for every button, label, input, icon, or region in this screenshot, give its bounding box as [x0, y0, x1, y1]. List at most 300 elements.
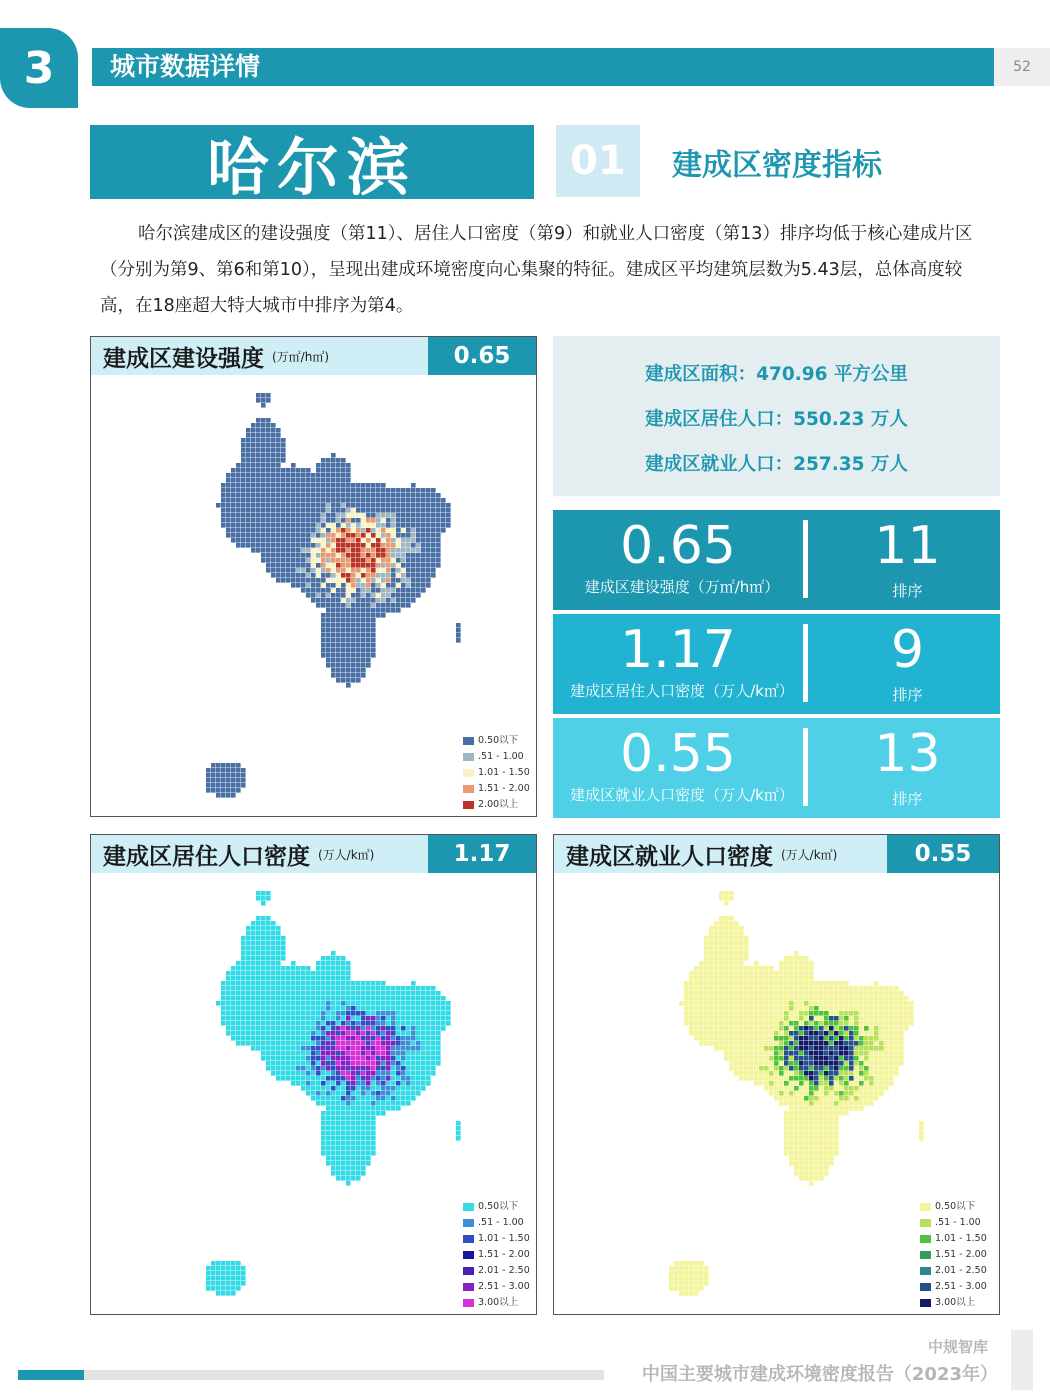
- map-cell: [366, 1141, 371, 1146]
- map-cell: [241, 981, 246, 986]
- map-cell: [744, 951, 749, 956]
- map-cell: [431, 488, 436, 493]
- map-cell: [271, 463, 276, 468]
- map-cell: [281, 563, 286, 568]
- map-cell: [211, 783, 216, 788]
- map-cell: [819, 1076, 824, 1081]
- map-cell: [839, 1036, 844, 1041]
- map-cell: [829, 1016, 834, 1021]
- map-cell: [739, 986, 744, 991]
- map-cell: [381, 981, 386, 986]
- legend-label: 2.00以上: [478, 799, 519, 810]
- map-cell: [346, 548, 351, 553]
- map-cell: [426, 1056, 431, 1061]
- map-cell: [814, 1091, 819, 1096]
- map-cell: [241, 468, 246, 473]
- map-cell: [251, 508, 256, 513]
- map-cell: [341, 543, 346, 548]
- map-cell: [799, 1051, 804, 1056]
- map-cell: [804, 1086, 809, 1091]
- map-cell: [411, 563, 416, 568]
- map-cell: [366, 493, 371, 498]
- map-cell: [311, 548, 316, 553]
- map-cell: [281, 493, 286, 498]
- map-cell: [804, 1146, 809, 1151]
- map-cell: [341, 976, 346, 981]
- map-cell: [331, 493, 336, 498]
- map-cell: [226, 493, 231, 498]
- map-cell: [246, 931, 251, 936]
- map-cell: [829, 1021, 834, 1026]
- map-cell: [684, 981, 689, 986]
- map-cell: [266, 453, 271, 458]
- map-cell: [336, 543, 341, 548]
- map-cell: [266, 503, 271, 508]
- map-cell: [351, 553, 356, 558]
- map-cell: [376, 598, 381, 603]
- map-cell: [669, 1266, 674, 1271]
- map-cell: [361, 628, 366, 633]
- map-cell: [336, 673, 341, 678]
- map-cell: [361, 633, 366, 638]
- map-cell: [421, 498, 426, 503]
- map-cell: [704, 1281, 709, 1286]
- map-cell: [824, 1001, 829, 1006]
- map-cell: [809, 1171, 814, 1176]
- map-cell: [391, 508, 396, 513]
- map-cell: [341, 1036, 346, 1041]
- map-cell: [824, 1126, 829, 1131]
- map-cell: [889, 1061, 894, 1066]
- map-cell: [266, 971, 271, 976]
- map-cell: [426, 1066, 431, 1071]
- map-cell: [859, 996, 864, 1001]
- map-cell: [396, 991, 401, 996]
- map-cell: [236, 1011, 241, 1016]
- map-cell: [789, 1091, 794, 1096]
- map-cell: [366, 603, 371, 608]
- map-cell: [799, 1081, 804, 1086]
- map-cell: [326, 1051, 331, 1056]
- map-cell: [839, 1001, 844, 1006]
- map-cell: [849, 1081, 854, 1086]
- map-cell: [799, 956, 804, 961]
- map-cell: [734, 946, 739, 951]
- map-cell: [251, 548, 256, 553]
- map-cell: [386, 583, 391, 588]
- map-cell: [774, 976, 779, 981]
- map-cell: [824, 1056, 829, 1061]
- map-cell: [346, 1051, 351, 1056]
- map-cell: [301, 1036, 306, 1041]
- map-cell: [321, 533, 326, 538]
- map-cell: [321, 588, 326, 593]
- map-cell: [416, 1011, 421, 1016]
- map-cell: [211, 1286, 216, 1291]
- map-cell: [699, 1261, 704, 1266]
- map-cell: [376, 1091, 381, 1096]
- map-cell: [326, 598, 331, 603]
- map-cell: [341, 1061, 346, 1066]
- map-cell: [236, 1041, 241, 1046]
- map-cell: [231, 971, 236, 976]
- map-cell: [431, 518, 436, 523]
- map-cell: [874, 991, 879, 996]
- map-cell: [704, 1016, 709, 1021]
- map-cell: [361, 483, 366, 488]
- map-cell: [416, 1081, 421, 1086]
- residential-legend: [463, 1199, 530, 1311]
- legend-label: .51 - 1.00: [478, 1217, 524, 1228]
- map-cell: [361, 623, 366, 628]
- map-cell: [356, 648, 361, 653]
- map-cell: [261, 423, 266, 428]
- map-cell: [396, 578, 401, 583]
- map-cell: [879, 1036, 884, 1041]
- map-cell: [331, 628, 336, 633]
- map-cell: [376, 558, 381, 563]
- map-cell: [241, 976, 246, 981]
- map-cell: [361, 1001, 366, 1006]
- map-cell: [874, 1026, 879, 1031]
- map-cell: [799, 1056, 804, 1061]
- map-cell: [809, 1071, 814, 1076]
- map-cell: [754, 1066, 759, 1071]
- map-cell: [361, 648, 366, 653]
- map-cell: [326, 1021, 331, 1026]
- map-cell: [386, 996, 391, 1001]
- map-cell: [679, 1261, 684, 1266]
- legend-swatch: [920, 1251, 931, 1259]
- map-cell: [739, 1071, 744, 1076]
- map-cell: [291, 1016, 296, 1021]
- map-cell: [764, 1086, 769, 1091]
- map-cell: [789, 1056, 794, 1061]
- map-cell: [286, 558, 291, 563]
- map-cell: [421, 513, 426, 518]
- map-cell: [281, 1011, 286, 1016]
- map-cell: [371, 1056, 376, 1061]
- map-cell: [421, 1076, 426, 1081]
- map-cell: [251, 981, 256, 986]
- map-cell: [346, 1126, 351, 1131]
- map-cell: [361, 1096, 366, 1101]
- map-cell: [341, 613, 346, 618]
- map-cell: [356, 1001, 361, 1006]
- map-cell: [341, 996, 346, 1001]
- map-cell: [784, 1121, 789, 1126]
- map-cell: [256, 926, 261, 931]
- map-cell: [326, 563, 331, 568]
- map-cell: [381, 1101, 386, 1106]
- intensity-map-panel: [90, 336, 537, 817]
- map-cell: [401, 986, 406, 991]
- map-cell: [814, 1141, 819, 1146]
- map-cell: [396, 1011, 401, 1016]
- map-cell: [744, 1021, 749, 1026]
- map-cell: [779, 1041, 784, 1046]
- map-cell: [784, 1076, 789, 1081]
- map-cell: [316, 1071, 321, 1076]
- map-cell: [714, 986, 719, 991]
- map-cell: [221, 768, 226, 773]
- map-cell: [814, 1066, 819, 1071]
- map-cell: [849, 1011, 854, 1016]
- map-cell: [276, 1056, 281, 1061]
- map-cell: [351, 1146, 356, 1151]
- map-cell: [241, 956, 246, 961]
- map-cell: [799, 1021, 804, 1026]
- map-cell: [321, 1096, 326, 1101]
- map-cell: [256, 448, 261, 453]
- map-cell: [381, 1001, 386, 1006]
- map-cell: [704, 1271, 709, 1276]
- map-cell: [699, 1281, 704, 1286]
- map-cell: [834, 1056, 839, 1061]
- map-cell: [371, 528, 376, 533]
- map-cell: [789, 991, 794, 996]
- map-cell: [436, 1041, 441, 1046]
- map-cell: [754, 1036, 759, 1041]
- map-cell: [401, 1026, 406, 1031]
- map-cell: [819, 1171, 824, 1176]
- map-cell: [231, 513, 236, 518]
- map-cell: [336, 533, 341, 538]
- map-cell: [341, 1116, 346, 1121]
- map-cell: [859, 1036, 864, 1041]
- map-cell: [381, 483, 386, 488]
- map-cell: [341, 588, 346, 593]
- map-cell: [331, 1031, 336, 1036]
- map-cell: [336, 1006, 341, 1011]
- map-cell: [351, 1046, 356, 1051]
- map-cell: [719, 1006, 724, 1011]
- map-cell: [814, 1086, 819, 1091]
- legend-label: 1.51 - 2.00: [478, 1249, 530, 1260]
- map-cell: [371, 508, 376, 513]
- map-cell: [784, 1046, 789, 1051]
- map-cell: [271, 473, 276, 478]
- map-cell: [704, 986, 709, 991]
- map-cell: [236, 778, 241, 783]
- map-cell: [296, 508, 301, 513]
- map-cell: [316, 1016, 321, 1021]
- map-cell: [326, 483, 331, 488]
- map-cell: [346, 683, 351, 688]
- map-cell: [824, 1096, 829, 1101]
- map-cell: [351, 483, 356, 488]
- map-cell: [301, 543, 306, 548]
- map-cell: [226, 1026, 231, 1031]
- map-cell: [346, 966, 351, 971]
- map-cell: [834, 1111, 839, 1116]
- map-cell: [266, 538, 271, 543]
- map-cell: [446, 523, 451, 528]
- map-cell: [276, 1066, 281, 1071]
- map-cell: [236, 1031, 241, 1036]
- map-cell: [709, 976, 714, 981]
- map-cell: [356, 1046, 361, 1051]
- map-cell: [809, 1091, 814, 1096]
- map-cell: [371, 628, 376, 633]
- map-cell: [246, 518, 251, 523]
- map-cell: [774, 1036, 779, 1041]
- map-cell: [291, 573, 296, 578]
- map-cell: [366, 588, 371, 593]
- map-cell: [689, 1281, 694, 1286]
- map-cell: [376, 1071, 381, 1076]
- map-cell: [859, 1086, 864, 1091]
- map-cell: [341, 498, 346, 503]
- map-cell: [799, 1131, 804, 1136]
- map-cell: [351, 668, 356, 673]
- map-cell: [236, 1261, 241, 1266]
- map-cell: [206, 1276, 211, 1281]
- map-cell: [864, 1056, 869, 1061]
- map-cell: [829, 1006, 834, 1011]
- map-cell: [709, 1031, 714, 1036]
- map-cell: [436, 503, 441, 508]
- map-cell: [281, 523, 286, 528]
- map-cell: [739, 946, 744, 951]
- map-cell: [321, 1151, 326, 1156]
- map-cell: [391, 986, 396, 991]
- map-cell: [281, 483, 286, 488]
- map-cell: [251, 538, 256, 543]
- map-cell: [426, 986, 431, 991]
- map-cell: [311, 1076, 316, 1081]
- map-cell: [386, 503, 391, 508]
- map-cell: [784, 956, 789, 961]
- map-cell: [346, 1091, 351, 1096]
- map-cell: [316, 468, 321, 473]
- map-cell: [311, 518, 316, 523]
- metric-card-residential: [553, 614, 1000, 714]
- map-cell: [306, 588, 311, 593]
- map-cell: [381, 583, 386, 588]
- legend-swatch: [920, 1283, 931, 1291]
- map-cell: [316, 568, 321, 573]
- map-cell: [361, 1061, 366, 1066]
- map-cell: [336, 1126, 341, 1131]
- map-cell: [276, 1071, 281, 1076]
- map-cell: [331, 513, 336, 518]
- map-cell: [266, 513, 271, 518]
- map-cell: [371, 1111, 376, 1116]
- map-cell: [321, 1146, 326, 1151]
- map-cell: [381, 573, 386, 578]
- map-cell: [869, 1021, 874, 1026]
- map-cell: [416, 1076, 421, 1081]
- map-cell: [336, 558, 341, 563]
- map-cell: [386, 1006, 391, 1011]
- map-cell: [226, 533, 231, 538]
- map-cell: [406, 1071, 411, 1076]
- map-cell: [256, 941, 261, 946]
- map-cell: [784, 1006, 789, 1011]
- map-cell: [819, 1081, 824, 1086]
- map-cell: [909, 1021, 914, 1026]
- map-cell: [266, 443, 271, 448]
- map-cell: [341, 1086, 346, 1091]
- map-cell: [346, 653, 351, 658]
- map-cell: [809, 1086, 814, 1091]
- map-cell: [351, 543, 356, 548]
- map-cell: [346, 523, 351, 528]
- map-cell: [331, 673, 336, 678]
- map-cell: [426, 538, 431, 543]
- map-cell: [784, 986, 789, 991]
- map-cell: [281, 443, 286, 448]
- map-cell: [356, 598, 361, 603]
- map-cell: [834, 991, 839, 996]
- map-cell: [346, 538, 351, 543]
- map-cell: [286, 1051, 291, 1056]
- map-cell: [296, 473, 301, 478]
- map-cell: [869, 986, 874, 991]
- map-cell: [351, 598, 356, 603]
- map-cell: [729, 941, 734, 946]
- map-cell: [341, 991, 346, 996]
- map-cell: [316, 463, 321, 468]
- map-cell: [326, 508, 331, 513]
- map-cell: [819, 981, 824, 986]
- map-cell: [689, 991, 694, 996]
- map-cell: [246, 951, 251, 956]
- map-cell: [231, 763, 236, 768]
- map-cell: [321, 633, 326, 638]
- map-cell: [699, 976, 704, 981]
- map-cell: [291, 493, 296, 498]
- map-cell: [246, 433, 251, 438]
- map-cell: [356, 1131, 361, 1136]
- map-cell: [366, 1146, 371, 1151]
- map-cell: [396, 1096, 401, 1101]
- map-cell: [799, 1126, 804, 1131]
- map-cell: [351, 1131, 356, 1136]
- map-cell: [859, 991, 864, 996]
- map-cell: [311, 1026, 316, 1031]
- metric-label: 建成区建设强度（万㎡/h㎡）: [584, 578, 780, 596]
- map-cell: [829, 1156, 834, 1161]
- map-cell: [346, 1026, 351, 1031]
- map-cell: [231, 793, 236, 798]
- map-cell: [814, 1036, 819, 1041]
- map-cell: [226, 976, 231, 981]
- map-cell: [744, 956, 749, 961]
- map-cell: [839, 1031, 844, 1036]
- map-cell: [764, 966, 769, 971]
- map-cell: [341, 1096, 346, 1101]
- map-cell: [341, 558, 346, 563]
- map-cell: [241, 1041, 246, 1046]
- map-cell: [694, 1281, 699, 1286]
- map-cell: [854, 1086, 859, 1091]
- map-cell: [819, 1001, 824, 1006]
- map-cell: [824, 1111, 829, 1116]
- map-cell: [296, 1001, 301, 1006]
- map-cell: [839, 1081, 844, 1086]
- map-cell: [361, 578, 366, 583]
- map-cell: [739, 1041, 744, 1046]
- map-cell: [251, 941, 256, 946]
- map-cell: [306, 488, 311, 493]
- map-cell: [226, 986, 231, 991]
- intensity-unit: (万㎡/h㎡): [272, 349, 330, 364]
- map-cell: [869, 1061, 874, 1066]
- map-cell: [824, 1091, 829, 1096]
- map-cell: [794, 1061, 799, 1066]
